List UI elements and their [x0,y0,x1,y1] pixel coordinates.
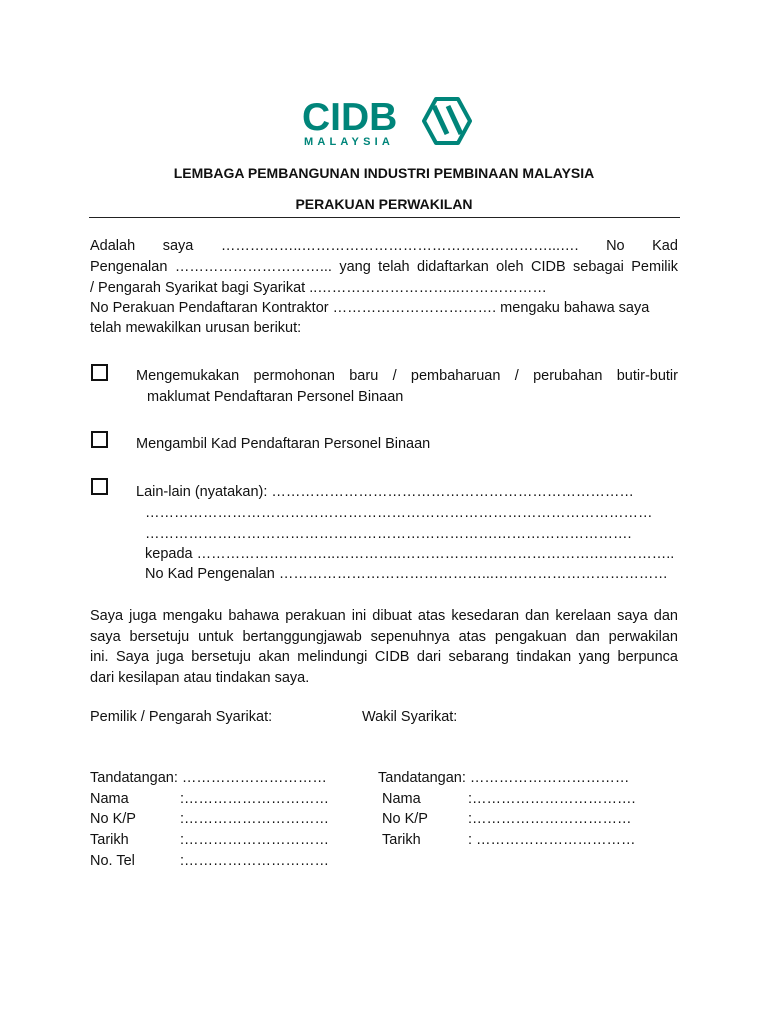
agent-date-label: Tarikh [382,832,421,848]
agent-signature[interactable]: Tandatangan: …………………………… [378,770,630,786]
cidb-logo-icon [302,94,472,148]
owner-name-label: Nama [90,791,129,807]
declaration-line-2: saya bersetuju untuk bertanggungjawab sepenuhnya atas pengakuan dan perwakilan [90,628,678,645]
owner-heading: Pemilik / Pengarah Syarikat: [90,709,273,725]
option-2-label: Mengambil Kad Pendaftaran Personel Binaan [136,436,431,452]
agent-date-field[interactable]: : …………………………… [468,832,636,848]
logo-subtitle: MALAYSIA [304,136,395,148]
owner-phone-field[interactable]: :………………………… [180,853,330,869]
declaration-line-1: Saya juga mengaku bahawa perakuan ini dibuat atas kesedaran dan kerelaan saya dan [90,608,678,624]
intro-name-blank[interactable]: ……………..……………………………………………...…. [220,238,579,254]
declaration-line-4: dari kesilapan atau tindakan saya. [90,669,310,686]
declaration-line-3: ini. Saya juga bersetuju akan melindungi CIDB dari sebarang tindakan yang berpunca [90,649,678,665]
agent-heading: Wakil Syarikat: [362,709,458,725]
agent-name-field[interactable]: :……………………………. [468,791,636,807]
owner-name-field[interactable]: :………………………… [180,791,330,807]
owner-date-field[interactable]: :………………………… [180,832,330,848]
intro-adalah: Adalah [90,238,136,254]
option-3-line-3[interactable]: ……………………………………………………………….………………………. [145,526,632,542]
checkbox-option-1[interactable] [91,364,108,381]
owner-date-label: Tarikh [90,832,129,848]
option-3-line-2[interactable]: …………………………………………………………………………………………… [145,505,653,521]
org-title: LEMBAGA PEMBANGUNAN INDUSTRI PEMBINAAN MALAYSIA [173,165,595,181]
logo-name: CIDB [302,96,398,139]
option-1-line-1: Mengemukakan permohonan baru / pembaharuan / perubahan butir-butir [136,368,678,384]
owner-phone-label: No. Tel [90,853,135,869]
cidb-logo [302,94,472,148]
owner-nokp-label: No K/P [90,811,136,827]
intro-line-5: telah mewakilkan urusan berikut: [90,320,302,336]
option-1-line-2: maklumat Pendaftaran Personel Binaan [147,389,404,405]
declaration-paragraph [90,606,678,688]
owner-nokp-field[interactable]: :………………………… [180,811,330,827]
title-divider [89,217,680,218]
option-3-no-kad[interactable]: No Kad Pengenalan ……………………………………...……………………………… [145,566,668,582]
checkbox-option-3[interactable] [91,478,108,495]
agent-nokp-field[interactable]: :…………………………… [468,811,632,827]
intro-line-1 [90,238,678,254]
option-3-kepada[interactable]: kepada ………………………..…………..………………………………….…………….. [145,546,675,562]
intro-line-2: Pengenalan …………………………... yang telah didaftarkan oleh CIDB sebagai Pemilik [90,259,678,275]
intro-kad: Kad [652,238,678,254]
option-3-line-1: Lain-lain (nyatakan): ………………………………………………………………… [136,484,634,500]
owner-signature[interactable]: Tandatangan: ………………………… [90,770,327,786]
agent-nokp-label: No K/P [382,811,428,827]
intro-no: No [606,238,625,254]
checkbox-option-2[interactable] [91,431,108,448]
intro-line-3: / Pengarah Syarikat bagi Syarikat ..………………………...……………… [90,280,547,296]
agent-name-label: Nama [382,791,421,807]
doc-title: PERAKUAN PERWAKILAN [295,196,473,212]
intro-line-4: No Perakuan Pendaftaran Kontraktor ……………………………. mengaku bahawa saya [90,300,650,316]
intro-saya: saya [162,238,194,254]
logo-hexagon [424,99,470,143]
